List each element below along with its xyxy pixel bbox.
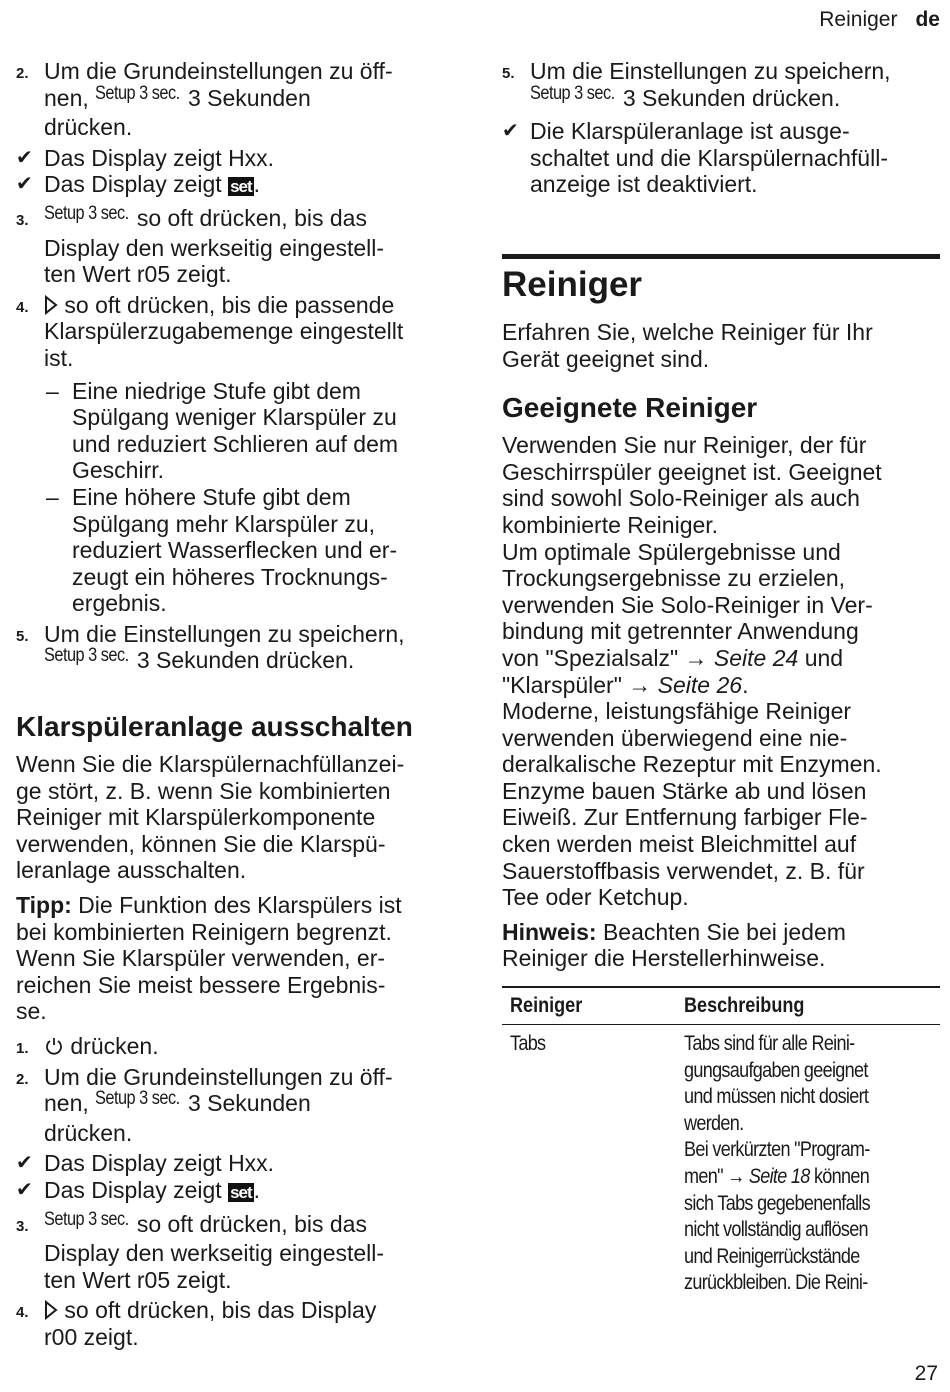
result-line — [16, 145, 458, 172]
paragraph-line: bei kombinierten Reinigern begrenzt. — [16, 918, 392, 945]
cell-line: nicht vollständig auflösen — [684, 1218, 868, 1242]
tip-label: Tipp: — [16, 892, 72, 919]
step-save-settings — [16, 621, 458, 677]
paragraph-line: von "Spezialsalz" — [502, 644, 685, 671]
check-icon: ✔ — [16, 1178, 33, 1201]
set-display-symbol: set — [230, 177, 252, 197]
setup-button-label: Setup 3 sec. — [530, 82, 615, 104]
note-label: Hinweis: — [502, 918, 597, 945]
arrow-icon: → — [727, 1165, 745, 1188]
step-text: Um die Grundeinstellungen zu öff- — [44, 58, 393, 84]
cell-line: und müssen nicht dosiert — [684, 1085, 869, 1109]
cell-line: zurückbleiben. Die Reini- — [684, 1271, 868, 1295]
page-reference-link[interactable]: Seite 18 — [748, 1165, 810, 1188]
column-header-text: Reiniger — [510, 994, 583, 1018]
chapter-intro — [502, 319, 940, 372]
paragraph-line: Wenn Sie die Klarspülernachfüllanzei- — [16, 751, 405, 778]
header-language: de — [915, 8, 940, 31]
paragraph-line: Eiweiß. Zur Entfernung farbiger Fle- — [502, 804, 868, 831]
play-arrow-icon — [44, 295, 58, 315]
step-number: 3. — [16, 1217, 29, 1235]
paragraph-line: . — [742, 671, 749, 698]
step-text: so oft drücken, bis das — [130, 204, 367, 231]
step-save-settings — [502, 58, 940, 114]
paragraph-line: Tee oder Ketchup. — [502, 884, 689, 911]
step-text: nen, — [44, 84, 96, 111]
paragraph-line: Um optimale Spülergebnisse und — [502, 538, 841, 565]
result-line — [16, 1150, 458, 1177]
check-icon: ✔ — [502, 120, 519, 143]
step-text: drücken. — [64, 1033, 159, 1059]
paragraph-line: verwenden, können Sie die Klarspü- — [16, 830, 386, 857]
paragraph-line: Reiniger die Herstellerhinweise. — [502, 945, 826, 972]
step-press-next — [16, 292, 458, 372]
step-number: 4. — [16, 298, 29, 316]
step-text: Um die Einstellungen zu speichern, — [44, 620, 405, 647]
setup-button-label: Setup 3 sec. — [44, 645, 129, 667]
paragraph-line: Enzyme bauen Stärke ab und lösen — [502, 777, 867, 804]
result-line: ✔ Das Display zeigt set. — [16, 171, 261, 198]
dash-text: Eine höhere Stufe gibt dem — [72, 483, 351, 510]
dash-item-low-level — [16, 378, 458, 484]
cell-line: und Reinigerrückstände — [684, 1244, 860, 1268]
cell-text — [684, 1031, 931, 1297]
dash-text: ergebnis. — [72, 590, 167, 617]
cell-line: men" — [684, 1165, 728, 1188]
paragraph-line: Wenn Sie Klarspüler verwenden, er- — [16, 945, 386, 972]
result-text: anzeige ist deaktiviert. — [530, 171, 758, 198]
step-text: nen, — [44, 1090, 96, 1117]
step-text: ist. — [44, 344, 74, 371]
left-column — [16, 58, 458, 1355]
page-reference-link[interactable]: Seite 26 — [657, 671, 743, 698]
note-paragraph — [502, 919, 940, 972]
step-number: 2. — [16, 65, 29, 82]
step-text: Klarspülerzugabemenge eingestellt — [44, 318, 404, 345]
dash-text: zeugt ein höheres Trocknungs- — [72, 563, 388, 590]
power-icon — [44, 1036, 64, 1056]
step-text: so oft drücken, bis die passende — [58, 291, 395, 318]
dash-text: Eine niedrige Stufe gibt dem — [72, 377, 361, 404]
step-text: ten Wert r05 zeigt. — [44, 1266, 232, 1293]
setup-button-label: Setup 3 sec. — [44, 1208, 129, 1230]
result-text: Die Klarspüleranlage ist ausge- — [530, 118, 850, 145]
paragraph-line: sind sowohl Solo-Reiniger als auch — [502, 485, 860, 512]
paragraph-suitable — [502, 432, 940, 538]
set-display-symbol: set — [230, 1182, 252, 1202]
header-section: Reiniger — [819, 8, 898, 31]
paragraph-line: und — [798, 644, 844, 671]
dash-bullet: – — [46, 483, 59, 510]
arrow-icon: → — [628, 671, 652, 698]
right-column — [502, 58, 940, 1303]
paragraph-optimal — [502, 539, 940, 699]
cell-line: werden. — [684, 1111, 744, 1135]
paragraph-line: Reiniger mit Klarspülerkomponente — [16, 804, 376, 831]
paragraph-line: Beachten Sie bei jedem — [596, 918, 846, 945]
step-number: 5. — [502, 65, 515, 82]
running-header — [819, 8, 940, 32]
paragraph-line: Gerät geeignet sind. — [502, 345, 710, 372]
step-press-setup — [16, 202, 458, 288]
paragraph-line: verwenden überwiegend eine nie- — [502, 724, 848, 751]
step-text: Um die Grundeinstellungen zu öff- — [44, 1063, 393, 1090]
step-press-setup — [16, 1208, 458, 1294]
step-number: 4. — [16, 1304, 29, 1322]
step-text: so oft drücken, bis das — [130, 1210, 367, 1237]
check-icon: ✔ — [16, 146, 33, 169]
cell-line: gungsaufgaben geeignet — [684, 1058, 868, 1082]
table-header-row — [502, 987, 940, 1025]
setup-button-label: Setup 3 sec. — [95, 1088, 180, 1110]
page-reference-link[interactable]: Seite 24 — [713, 644, 799, 671]
result-text: Das Display zeigt — [44, 1176, 229, 1203]
step-text: Display den werkseitig eingestell- — [44, 234, 385, 261]
step-text: drücken. — [44, 1119, 133, 1146]
page-number: 27 — [914, 1362, 938, 1385]
paragraph-line: Sauerstoffbasis verwendet, z. B. für — [502, 857, 865, 884]
column-header-text: Beschreibung — [684, 994, 805, 1018]
check-icon: ✔ — [16, 1152, 33, 1175]
column-header — [502, 987, 676, 1025]
result-line: ✔ Das Display zeigt set. — [16, 1176, 261, 1203]
step-number: 5. — [16, 627, 29, 645]
paragraph-line: Trockungsergebnisse zu erzielen, — [502, 565, 846, 592]
section-heading: Klarspüleranlage ausschalten — [16, 711, 413, 743]
section-rule — [502, 254, 940, 259]
paragraph-line: kombinierte Reiniger. — [502, 511, 719, 538]
step-text: Um die Einstellungen zu speichern, — [530, 58, 891, 84]
table-cell — [676, 1025, 940, 1303]
step-number: 3. — [16, 211, 29, 229]
dash-item-high-level — [16, 484, 458, 617]
chapter-title: Reiniger — [502, 264, 643, 304]
paragraph-line: bindung mit getrennter Anwendung — [502, 618, 859, 645]
paragraph-line: Verwenden Sie nur Reiniger, der für — [502, 432, 867, 459]
setup-button-label: Setup 3 sec. — [95, 82, 180, 104]
dash-bullet: – — [46, 377, 59, 404]
step-text: Display den werkseitig eingestell- — [44, 1240, 385, 1267]
table-cell — [502, 1025, 676, 1303]
step-open-settings — [16, 1064, 458, 1147]
intro-paragraph — [16, 751, 458, 884]
paragraph-line: deralkalische Rezeptur mit Enzymen. — [502, 751, 882, 778]
paragraph-line: Moderne, leistungsfähige Reiniger — [502, 698, 852, 725]
step-number: 1. — [16, 1040, 29, 1057]
paragraph-line: ge stört, z. B. wenn Sie kombinierten — [16, 777, 391, 804]
result-text: Das Display zeigt Hxx. — [44, 144, 275, 171]
detergent-table — [502, 986, 940, 1303]
cell-line: Bei verkürzten "Program- — [684, 1138, 870, 1162]
cell-text: Tabs — [510, 1032, 546, 1056]
result-text: Das Display zeigt — [44, 171, 229, 198]
paragraph-line: Die Funktion des Klarspülers ist — [71, 892, 402, 919]
tip-paragraph — [16, 892, 458, 1025]
paragraph-line: Erfahren Sie, welche Reiniger für Ihr — [502, 318, 873, 345]
column-header — [676, 987, 940, 1025]
cell-line: sich Tabs gegebenenfalls — [684, 1191, 870, 1215]
paragraph-line: reichen Sie meist bessere Ergebnis- — [16, 971, 386, 998]
paragraph-modern — [502, 698, 940, 911]
section-heading: Geeignete Reiniger — [502, 392, 758, 424]
check-icon: ✔ — [16, 173, 33, 196]
step-text: 3 Sekunden — [181, 1090, 311, 1117]
dash-text: Spülgang weniger Klarspüler zu — [72, 404, 397, 431]
dash-text: und reduziert Schlieren auf dem — [72, 430, 399, 457]
step-text: 3 Sekunden drücken. — [130, 647, 355, 674]
result-text: Das Display zeigt Hxx. — [44, 1150, 275, 1177]
paragraph-line: verwenden Sie Solo-Reiniger in Ver- — [502, 591, 873, 618]
cell-line: Tabs sind für alle Reini- — [684, 1032, 855, 1056]
step-press-next — [16, 1297, 458, 1350]
table-row — [502, 1025, 940, 1303]
step-text: drücken. — [44, 114, 133, 141]
arrow-icon: → — [684, 644, 708, 671]
dash-text: Spülgang mehr Klarspüler zu, — [72, 510, 375, 537]
step-text: 3 Sekunden — [181, 84, 311, 111]
step-number: 2. — [16, 1070, 29, 1088]
paragraph-line: se. — [16, 998, 47, 1025]
step-text: 3 Sekunden drücken. — [616, 84, 841, 111]
step-text: ten Wert r05 zeigt. — [44, 261, 232, 288]
step-open-settings — [16, 58, 458, 141]
result-text: schaltet und die Klarspülernachfüll- — [530, 144, 888, 171]
step-text: so oft drücken, bis das Display — [58, 1297, 377, 1324]
result-line — [502, 118, 940, 198]
play-arrow-icon — [44, 1300, 58, 1320]
paragraph-line: cken werden meist Bleichmittel auf — [502, 831, 857, 858]
paragraph-line: leranlage ausschalten. — [16, 857, 247, 884]
paragraph-line: "Klarspüler" — [502, 671, 629, 698]
paragraph-line: Geschirrspüler geeignet ist. Geeignet — [502, 458, 882, 485]
dash-text: reduziert Wasserflecken und er- — [72, 537, 398, 564]
dash-text: Geschirr. — [72, 457, 165, 484]
cell-line: können — [809, 1165, 870, 1188]
step-text: r00 zeigt. — [44, 1323, 139, 1350]
step-press-power — [16, 1033, 458, 1060]
setup-button-label: Setup 3 sec. — [44, 202, 129, 224]
